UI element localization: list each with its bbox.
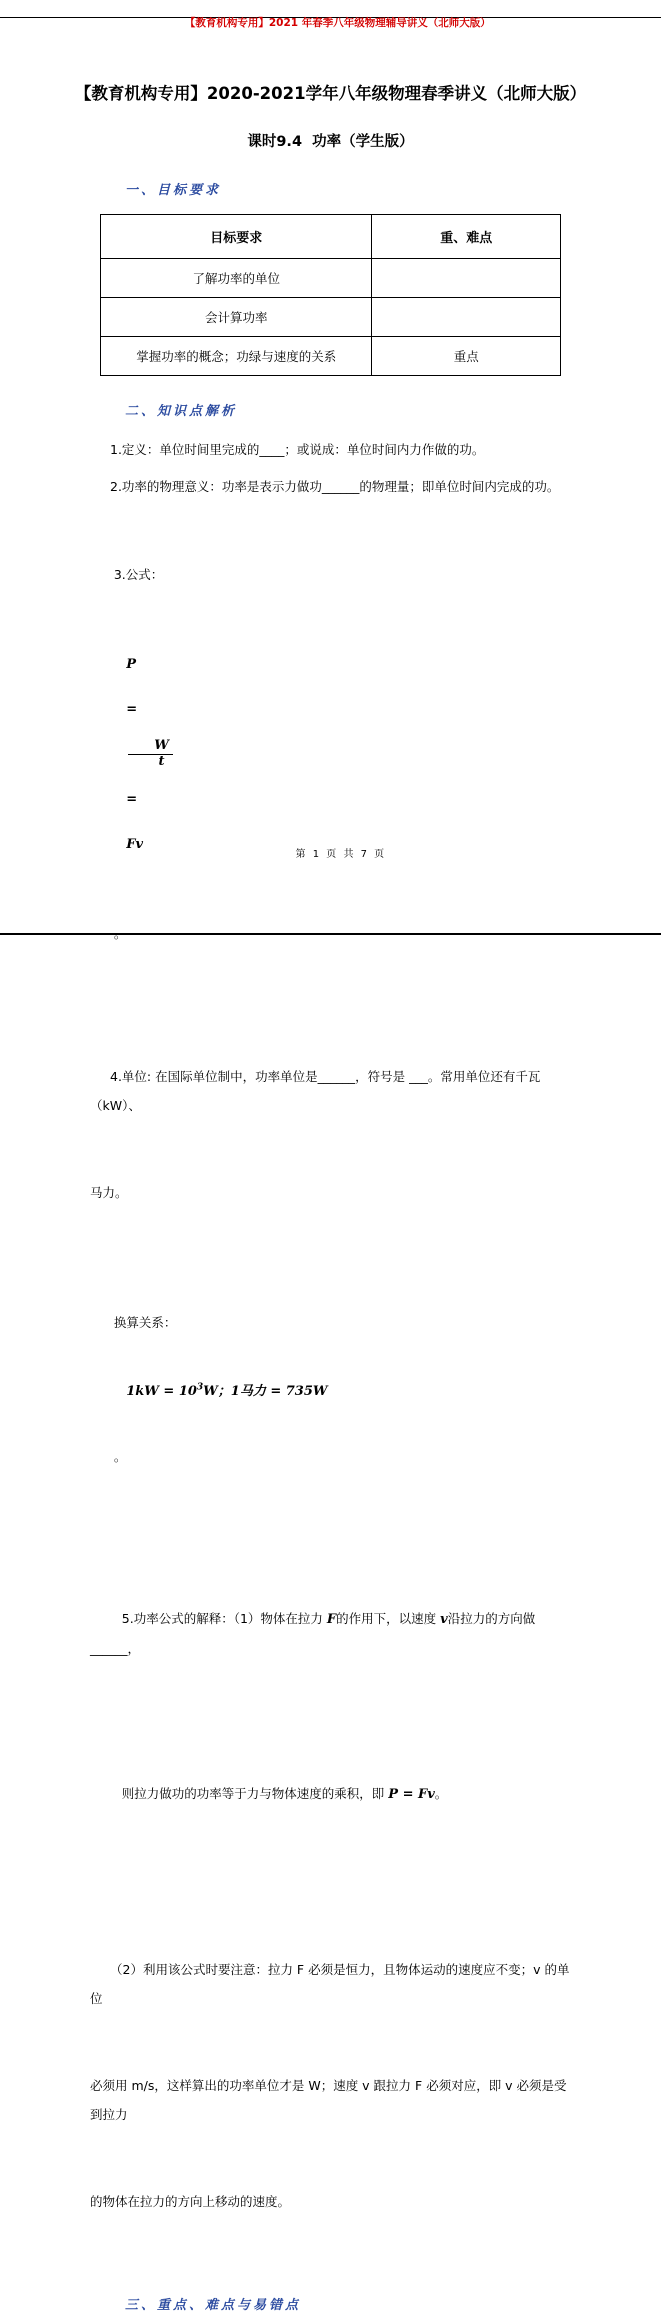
- paragraph-definition: 1.定义：单位时间里完成的____；或说成：单位时间内力作做的功。: [110, 442, 485, 457]
- fraction-w-over-t: [128, 739, 173, 770]
- notes-line-1: （2）利用该公式时要注意：拉力 F 必须是恒力，且物体运动的速度应不变；v 的单位: [90, 1962, 570, 2007]
- paragraph-units: [90, 1004, 571, 1265]
- goal-cell: 掌握功率的概念；功绿与速度的关系: [101, 337, 372, 376]
- table-row: [101, 298, 561, 337]
- table-row: [101, 337, 561, 376]
- goal-cell: 了解功率的单位: [101, 259, 372, 298]
- table-row: [101, 259, 561, 298]
- section-heading-key-points: 三、重点、难点与易错点: [125, 2298, 302, 2313]
- conversion-part2: W；1马力 = 735W: [203, 1384, 328, 1400]
- mark-cell: [372, 298, 561, 337]
- page-number-text: 第 1 页 共 7 页: [295, 849, 387, 860]
- units-line-2: 马力。: [90, 1185, 128, 1200]
- mark-cell: [372, 259, 561, 298]
- explanation-post: 沿拉力的方向做______，: [90, 1611, 536, 1657]
- symbol-F: F: [326, 1612, 337, 1628]
- paragraph-conversion: [90, 1275, 571, 1505]
- exponent: 3: [196, 1383, 204, 1393]
- fraction-denominator: t: [158, 754, 165, 769]
- sentence-end: 。: [113, 1449, 127, 1465]
- symbol-v: v: [440, 1612, 448, 1628]
- explanation-line-1: [90, 1575, 571, 1692]
- paragraph-formula-notes: [90, 1897, 571, 2274]
- fraction-numerator: W: [128, 739, 173, 755]
- goal-cell: 会计算功率: [101, 298, 372, 337]
- sentence-end: 。: [434, 1786, 448, 1802]
- formula-P-equals-Fv: P = Fv: [388, 1787, 435, 1803]
- table-header-mark: 重、难点: [372, 215, 561, 259]
- document-body: [0, 179, 661, 2313]
- explanation-line2-text: 则拉力做功的功率等于力与物体速度的乘积，即: [121, 1786, 389, 1802]
- formula-label: 3.公式：: [113, 567, 164, 582]
- header-text: 【教育机构专用】2021 年春季八年级物理辅导讲义（北师大版）: [184, 17, 491, 29]
- paragraph-formula-explanation: [90, 1517, 571, 1896]
- page-header: [0, 0, 661, 29]
- table-header-goal: 目标要求: [101, 215, 372, 259]
- explanation-line-2: [90, 1750, 571, 1838]
- document-title: 【教育机构专用】2020-2021学年八年级物理春季讲义（北师大版）: [74, 84, 587, 103]
- explanation-mid: 的作用下，以速度: [336, 1611, 441, 1627]
- formula-Fv: Fv: [126, 837, 144, 852]
- conversion-formula: [90, 1384, 328, 1432]
- formula-P: P: [126, 657, 136, 672]
- conversion-part1: 1kW = 10: [126, 1384, 197, 1400]
- page-footer: [0, 834, 661, 871]
- equals-sign: =: [126, 792, 138, 807]
- explanation-pre: 5.功率公式的解释：（1）物体在拉力: [121, 1611, 327, 1627]
- equals-sign: =: [126, 702, 138, 717]
- sentence-end: 。: [113, 926, 127, 941]
- units-line-1: 4.单位: 在国际单位制中，功率单位是______，符号是 ___。常用单位还有千瓦（kW）、: [90, 1069, 541, 1113]
- section-heading-goals: 一、目标要求: [125, 183, 222, 198]
- notes-line-2: 必须用 m/s，这样算出的功率单位才是 W；速度 v 跟拉力 F 必须对应，即 v 必须是受到拉力: [90, 2078, 567, 2123]
- goals-table: [100, 214, 561, 376]
- conversion-label: 换算关系：: [113, 1315, 177, 1330]
- mark-cell: 重点: [372, 337, 561, 376]
- notes-line-3: 的物体在拉力的方向上移动的速度。: [90, 2194, 291, 2210]
- table-header-row: [101, 215, 561, 259]
- document-subtitle: 课时9.4 功率（学生版）: [247, 134, 414, 150]
- section-heading-knowledge: 二、知识点解析: [125, 404, 238, 419]
- paragraph-meaning: 2.功率的物理意义：功率是表示力做功______的物理量；即单位时间内完成的功。: [110, 479, 560, 494]
- paragraph-formula: [90, 509, 571, 1000]
